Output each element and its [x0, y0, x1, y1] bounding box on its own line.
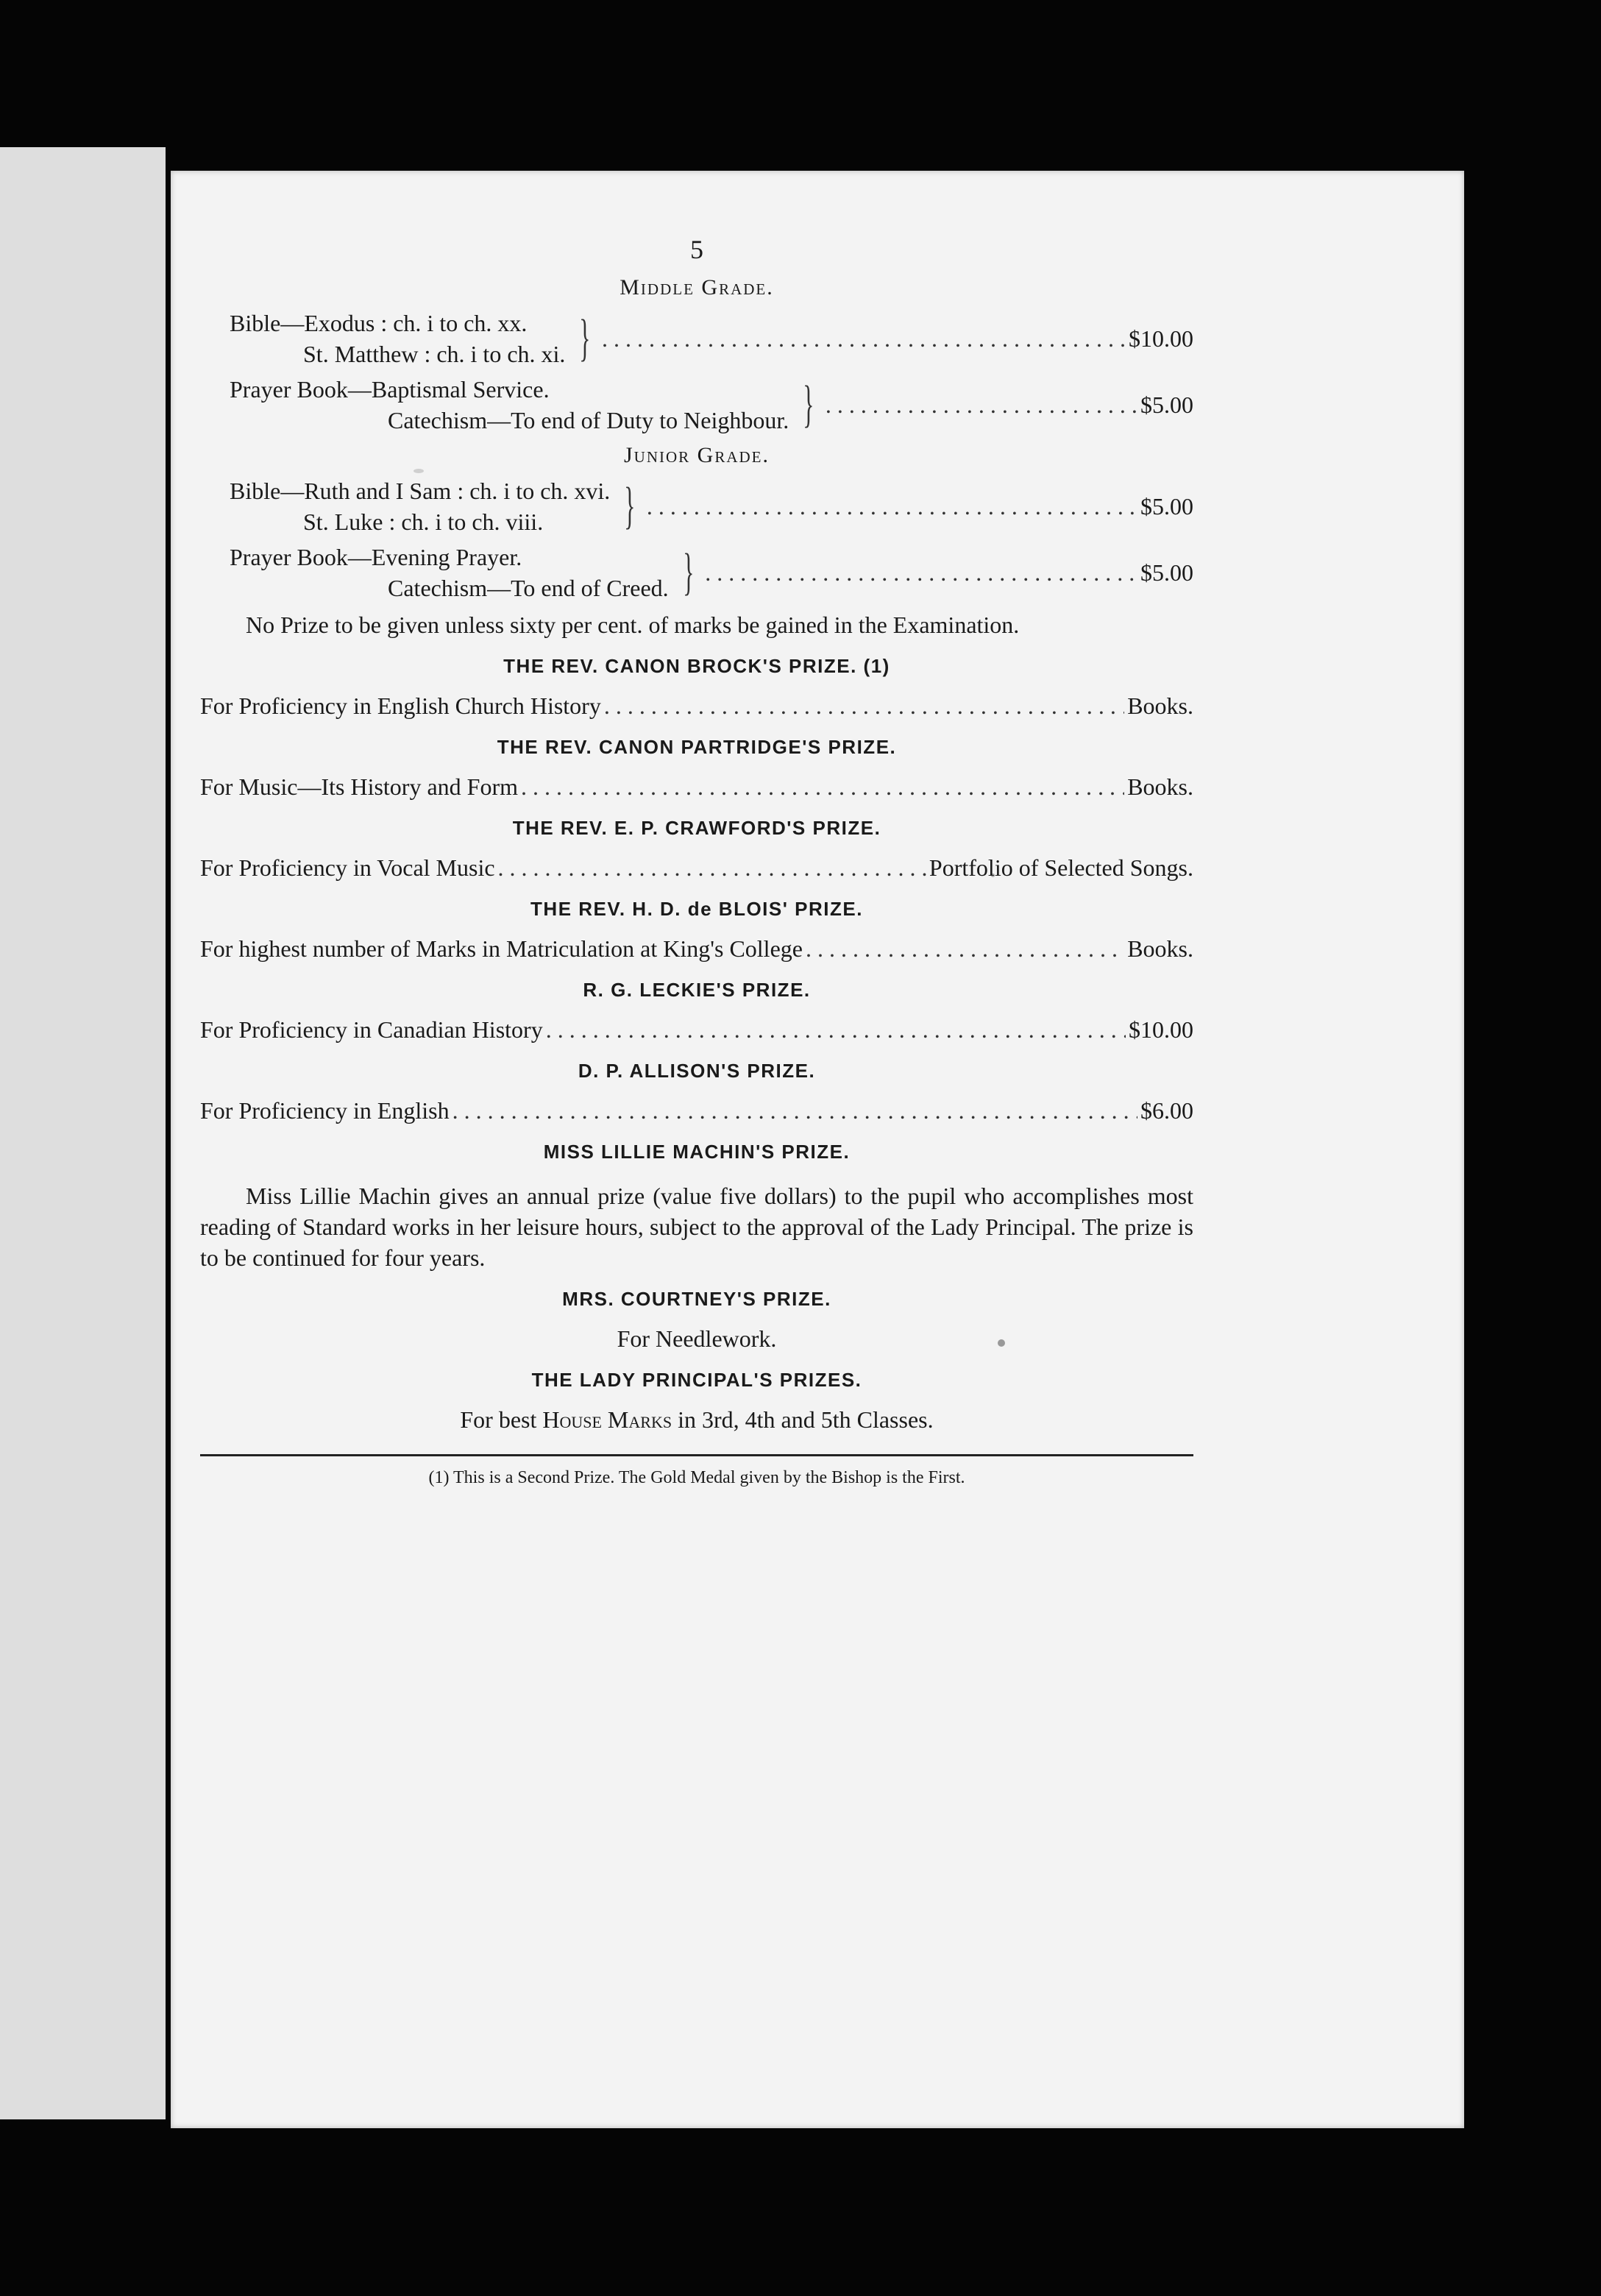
dot-leader [498, 852, 926, 883]
principal-prize-text-start: For best [460, 1406, 543, 1433]
junior-prayer-amount: $5.00 [1140, 559, 1193, 586]
leckie-prize-heading: R. G. LECKIE'S PRIZE. [583, 979, 811, 1001]
crawford-prize-heading: THE REV. E. P. CRAWFORD'S PRIZE. [512, 817, 881, 839]
junior-grade-title: Junior Grade. [623, 443, 770, 467]
brace: } [803, 376, 814, 433]
middle-prayer-line-1: Prayer Book—Baptismal Service. [230, 376, 550, 403]
dot-leader [705, 557, 1137, 588]
junior-prayer-line-1: Prayer Book—Evening Prayer. [230, 544, 522, 570]
courtney-prize-text: For Needlework. [617, 1325, 777, 1352]
brace: } [624, 478, 636, 534]
page-number: 5 [690, 235, 703, 264]
deblois-prize-award: Books. [1127, 935, 1193, 962]
deblois-prize-row [200, 933, 1193, 964]
dot-leader [647, 491, 1137, 522]
footnote-rule [200, 1454, 1193, 1456]
machin-prize-heading: MISS LILLIE MACHIN'S PRIZE. [543, 1141, 851, 1163]
brock-prize-heading: THE REV. CANON BROCK'S PRIZE. (1) [503, 655, 890, 677]
middle-bible-line-2: St. Matthew : ch. i to ch. xi. [303, 341, 566, 367]
brock-prize-row [200, 690, 1193, 721]
junior-prayer-line-2: Catechism—To end of Creed. [388, 575, 669, 601]
page-content [200, 234, 1193, 1493]
partridge-prize-heading: THE REV. CANON PARTRIDGE'S PRIZE. [497, 736, 897, 758]
partridge-prize-text: For Music—Its History and Form [200, 773, 518, 800]
junior-prayer-entry [200, 542, 1193, 603]
brock-prize-award: Books. [1127, 692, 1193, 719]
middle-bible-line-1: Bible—Exodus : ch. i to ch. xx. [230, 310, 528, 336]
middle-prayer-amount: $5.00 [1140, 391, 1193, 418]
principal-prize-heading: THE LADY PRINCIPAL'S PRIZES. [531, 1369, 862, 1391]
principal-prize-text [200, 1404, 1193, 1435]
allison-prize-award: $6.00 [1140, 1097, 1193, 1124]
partridge-prize-award: Books. [1127, 773, 1193, 800]
junior-bible-line-1: Bible—Ruth and I Sam : ch. i to ch. xvi. [230, 478, 611, 504]
crawford-prize-text: For Proficiency in Vocal Music [200, 854, 495, 881]
principal-prize-text-end: in 3rd, 4th and 5th Classes. [672, 1406, 934, 1433]
middle-prayer-entry [200, 374, 1193, 436]
middle-bible-amount: $10.00 [1129, 325, 1193, 352]
middle-grade-title: Middle Grade. [620, 275, 774, 300]
crawford-prize-row [200, 852, 1193, 883]
adjacent-page [0, 147, 166, 2119]
machin-prize-text: Miss Lillie Machin gives an annual prize (value five dollars) to the pupil who accomplishes most reading of Standard works in her leisure hours, subject to the approval of the Lady Principal. The prize is to be continued for four years. [200, 1183, 1193, 1271]
middle-bible-entry [200, 308, 1193, 369]
dot-leader [521, 771, 1124, 802]
allison-prize-heading: D. P. ALLISON'S PRIZE. [578, 1060, 816, 1082]
no-prize-note: No Prize to be given unless sixty per cent. of marks be gained in the Examination. [246, 612, 1020, 638]
allison-prize-text: For Proficiency in English [200, 1097, 450, 1124]
junior-bible-line-2: St. Luke : ch. i to ch. viii. [303, 509, 544, 535]
dot-leader [452, 1095, 1137, 1126]
dot-leader [602, 323, 1126, 354]
leckie-prize-award: $10.00 [1129, 1016, 1193, 1043]
dot-leader [806, 933, 1124, 964]
principal-prize-text-smallcaps: House Marks [542, 1406, 672, 1433]
crawford-prize-award: Portfolio of Selected Songs. [929, 854, 1193, 881]
leckie-prize-row [200, 1014, 1193, 1045]
brace: } [682, 544, 695, 600]
deblois-prize-text: For highest number of Marks in Matriculation at King's College [200, 935, 803, 962]
deblois-prize-heading: THE REV. H. D. de BLOIS' PRIZE. [530, 898, 863, 920]
courtney-prize-heading: MRS. COURTNEY'S PRIZE. [562, 1288, 831, 1310]
leckie-prize-text: For Proficiency in Canadian History [200, 1016, 543, 1043]
footnote: (1) This is a Second Prize. The Gold Medal given by the Bishop is the First. [428, 1468, 965, 1487]
junior-bible-amount: $5.00 [1140, 493, 1193, 520]
partridge-prize-row [200, 771, 1193, 802]
middle-prayer-line-2: Catechism—To end of Duty to Neighbour. [388, 407, 789, 433]
junior-bible-entry [200, 475, 1193, 537]
brock-prize-text: For Proficiency in English Church History [200, 692, 601, 719]
dot-leader [826, 389, 1137, 420]
dot-leader [604, 690, 1124, 721]
allison-prize-row [200, 1095, 1193, 1126]
dot-leader [546, 1014, 1126, 1045]
brace: } [579, 310, 591, 366]
